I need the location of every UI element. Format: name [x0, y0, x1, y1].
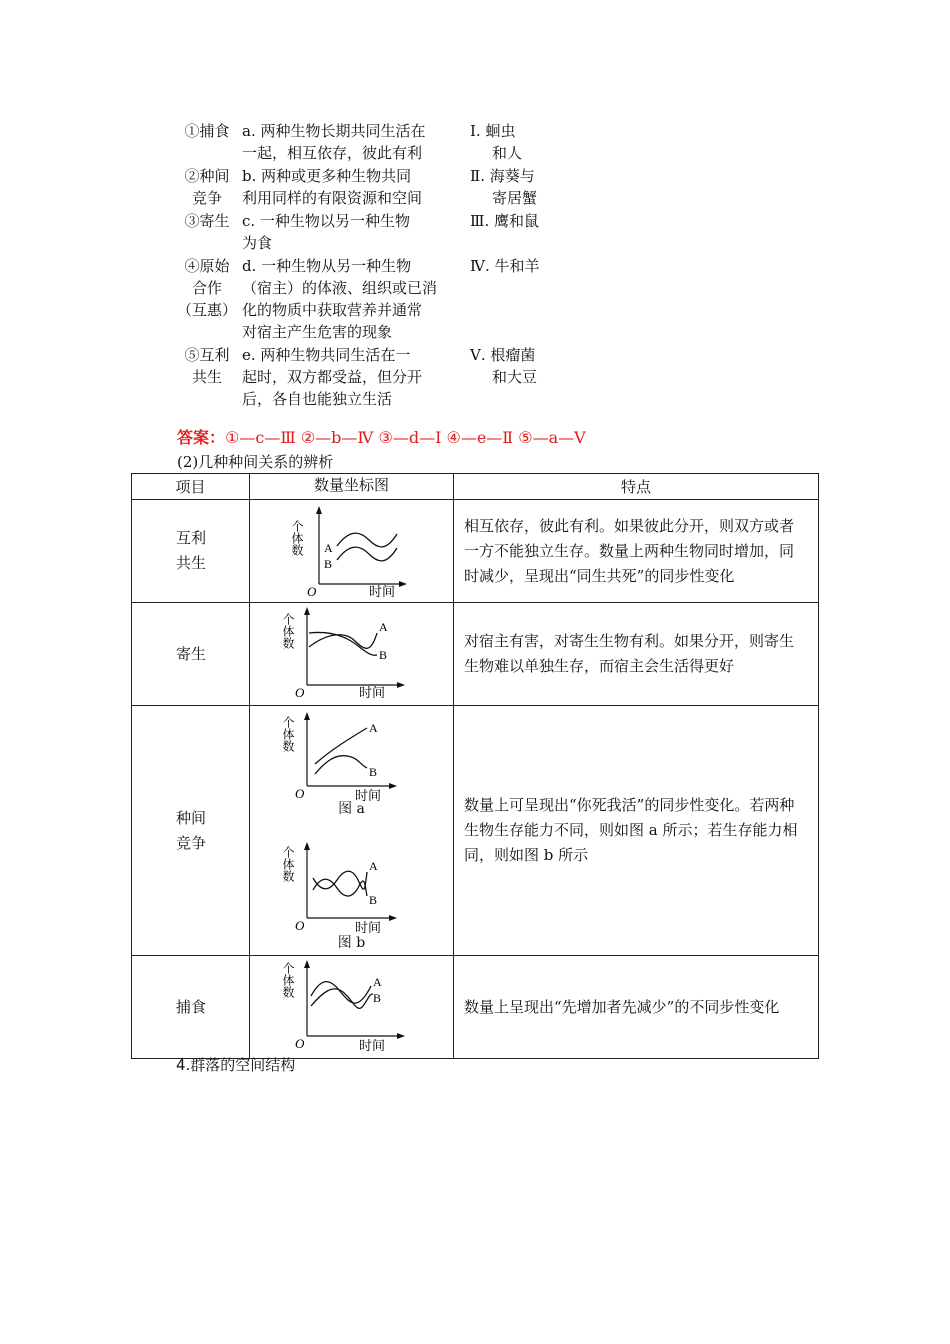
feature-text: 对宿主有害，对寄生生物有利。如果分开，则寄生生物难以单独生存，而宿主会生活得更好	[454, 603, 819, 706]
table-row	[132, 500, 819, 603]
item-label: 寄生	[176, 644, 207, 663]
svg-text:B: B	[368, 893, 377, 907]
header-chart: 数量坐标图	[250, 474, 454, 500]
matching-block	[172, 120, 592, 411]
svg-text:时间: 时间	[358, 685, 385, 700]
svg-text:个体数: 个体数	[289, 520, 304, 556]
svg-text:时间: 时间	[358, 1038, 385, 1053]
curve-b	[337, 547, 397, 561]
svg-text:O: O	[294, 786, 304, 801]
svg-text:个体数: 个体数	[280, 962, 295, 998]
match-row: ⑤互利 共生 e. 两种生物共同生活在一 起时，双方都受益，但分开 后，各自也能独立生活 Ⅴ. 根瘤菌 和大豆	[184, 346, 538, 408]
answer-line	[177, 425, 586, 448]
graph-competition-a	[280, 706, 417, 804]
curve-a	[311, 982, 371, 1004]
svg-text:B: B	[368, 765, 377, 779]
feature-text: 相互依存，彼此有利。如果彼此分开，则双方或者一方不能独立生存。数量上两种生物同时增加，同时减少，呈现出“同生共死”的同步性变化	[454, 500, 819, 603]
caption-b: 图 b	[337, 935, 366, 951]
match-row: ①捕食 a. 两种生物长期共同生活在 一起，相互依存，彼此有利 Ⅰ. 蛔虫 和人	[184, 122, 523, 162]
match-row: ④原始 合作 （互惠） d. 一种生物从另一种生物 （宿主）的体液、组织或已消 化的物质中获取营养并通常 对宿主产生危害的现象 Ⅳ. 牛和羊	[176, 257, 540, 341]
svg-text:O: O	[294, 685, 304, 700]
table-header-row	[132, 474, 819, 500]
match-row: ③寄生 c. 一种生物以另一种生物 为食 Ⅲ. 鹰和鼠	[184, 212, 540, 252]
section-heading: 4.群落的空间结构	[176, 1056, 296, 1074]
graph-predation	[280, 956, 417, 1054]
feature-text: 数量上呈现出“先增加者先减少”的不同步性变化	[454, 956, 819, 1059]
svg-text:B: B	[378, 648, 387, 662]
answer-label: 答案：	[177, 428, 226, 447]
curve-b	[309, 632, 377, 655]
table-row	[132, 706, 819, 956]
answer-text: ①—c—Ⅲ ②—b—Ⅳ ③—d—Ⅰ ④—e—Ⅱ ⑤—a—Ⅴ	[225, 428, 586, 447]
match-row: ②种间 竞争 b. 两种或更多种生物共同 利用同样的有限资源和空间 Ⅱ. 海葵与 寄居蟹	[184, 167, 538, 207]
table-row	[132, 603, 819, 706]
svg-text:B: B	[372, 991, 381, 1005]
svg-text:个体数: 个体数	[280, 613, 295, 649]
item-label: 种间 竞争	[176, 808, 207, 852]
svg-text:个体数: 个体数	[280, 846, 295, 882]
svg-text:A: A	[323, 541, 333, 555]
header-feature: 特点	[454, 474, 819, 500]
item-label: 互利 共生	[176, 529, 207, 572]
svg-text:O: O	[306, 584, 316, 599]
table-row	[132, 956, 819, 1059]
svg-text:个体数: 个体数	[280, 716, 295, 752]
graph-competition-b	[280, 836, 417, 935]
svg-text:A: A	[368, 721, 378, 735]
svg-text:O: O	[294, 918, 304, 933]
svg-text:A: A	[368, 859, 378, 873]
subsection-title: (2)几种种间关系的辨析	[177, 453, 334, 471]
curve-a	[315, 728, 367, 764]
svg-text:A: A	[372, 975, 382, 989]
graph-mutualism	[287, 500, 417, 598]
relationship-table	[131, 473, 819, 1059]
feature-text: 数量上可呈现出“你死我活”的同步性变化。若两种生物生存能力不同，则如图 a 所示；若生存能力相同，则如图 b 所示	[454, 706, 819, 956]
header-item: 项目	[132, 474, 250, 500]
caption-a: 图 a	[338, 801, 365, 817]
curve-b	[315, 756, 367, 774]
curve-a	[337, 533, 397, 547]
svg-text:O: O	[294, 1036, 304, 1051]
item-label: 捕食	[176, 997, 207, 1016]
svg-text:时间: 时间	[354, 788, 381, 803]
curve-a	[309, 633, 377, 648]
svg-text:A: A	[378, 620, 388, 634]
svg-text:时间: 时间	[354, 920, 381, 935]
svg-text:B: B	[323, 557, 332, 571]
graph-parasitism	[280, 603, 417, 701]
svg-text:时间: 时间	[368, 584, 395, 599]
